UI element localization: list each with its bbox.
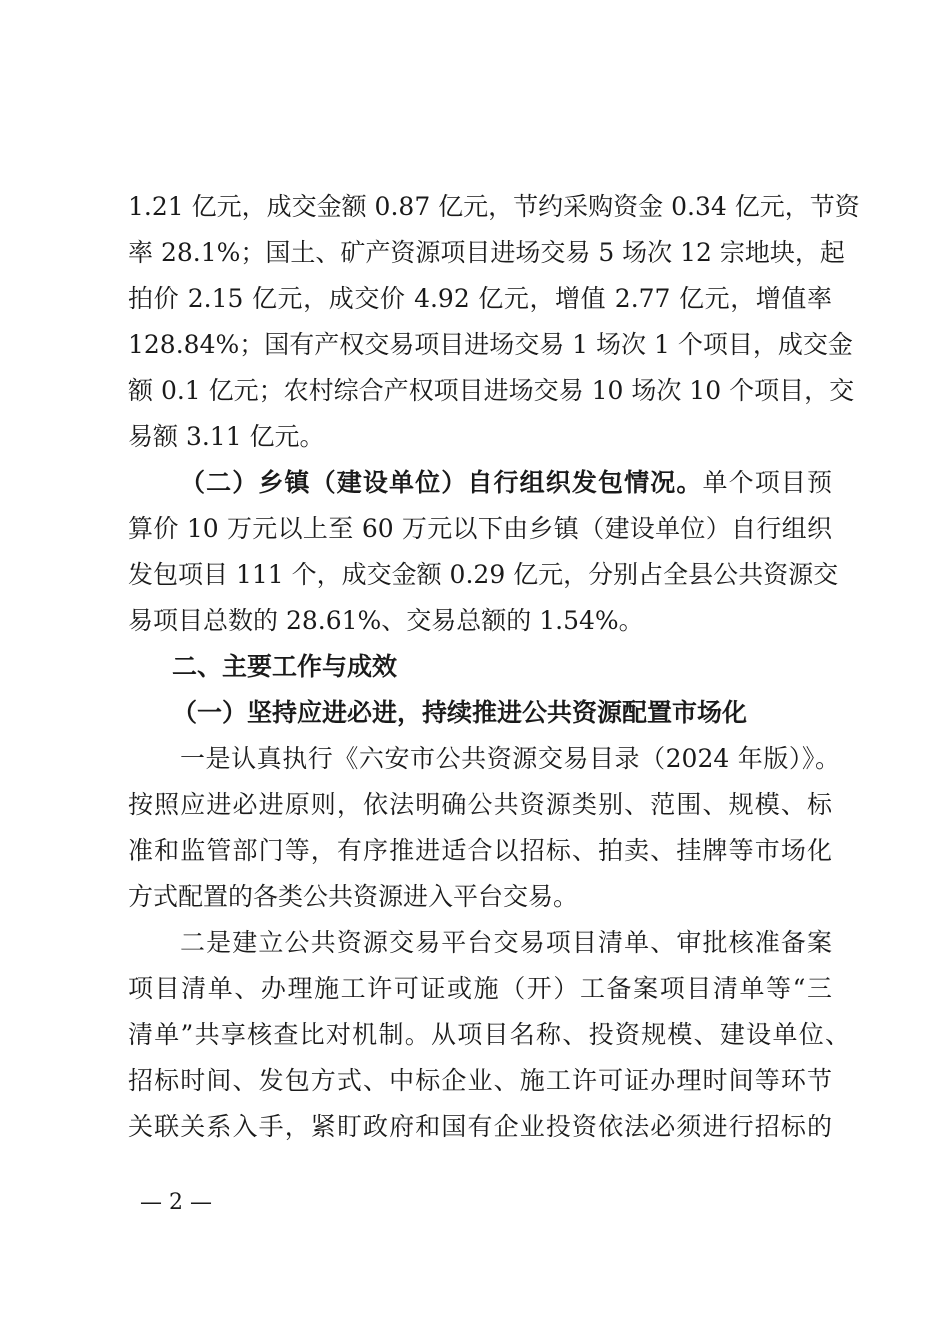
subsection-heading: （一）坚持应进必进，持续推进公共资源配置市场化 — [172, 698, 748, 727]
text-line: 二是建立公共资源交易平台交易项目清单、审批核准备案 — [180, 928, 832, 957]
text-line: 一是认真执行《六安市公共资源交易目录（2024 年版）》。 — [180, 744, 840, 773]
page-number: — 2 — — [140, 1190, 212, 1215]
text-line — [128, 460, 832, 506]
text-line: 发包项目 111 个，成交金额 0.29 亿元，分别占全县公共资源交 — [128, 560, 839, 589]
text-span: 单个项目预 — [702, 468, 832, 497]
text-line: 算价 10 万元以上至 60 万元以下由乡镇（建设单位）自行组织 — [128, 514, 832, 543]
bold-lead: （二）乡镇（建设单位）自行组织发包情况。 — [180, 468, 703, 497]
text-line: 准和监管部门等，有序推进适合以招标、拍卖、挂牌等市场化 — [128, 836, 832, 865]
paragraph-trading-stats — [128, 184, 860, 460]
text-line: 率 28.1%；国土、矿产资源项目进场交易 5 场次 12 宗地块，起 — [128, 238, 845, 267]
text-line: 1.21 亿元，成交金额 0.87 亿元，节约采购资金 0.34 亿元，节资 — [128, 192, 860, 221]
text-line: 128.84%；国有产权交易项目进场交易 1 场次 1 个项目，成交金 — [128, 330, 853, 359]
text-line: 拍价 2.15 亿元，成交价 4.92 亿元，增值 2.77 亿元，增值率 — [128, 284, 832, 313]
text-line: 易项目总数的 28.61%、交易总额的 1.54%。 — [128, 606, 644, 635]
paragraph-catalog — [128, 736, 840, 920]
section-heading: 二、主要工作与成效 — [172, 652, 398, 681]
text-line: 项目清单、办理施工许可证或施（开）工备案项目清单等“三 — [128, 974, 832, 1003]
text-line: 额 0.1 亿元；农村综合产权项目进场交易 10 场次 10 个项目，交 — [128, 376, 855, 405]
text-line: 方式配置的各类公共资源进入平台交易。 — [128, 882, 579, 911]
text-line: 招标时间、发包方式、中标企业、施工许可证办理时间等环节 — [128, 1066, 832, 1095]
text-line: 按照应进必进原则，依法明确公共资源类别、范围、规模、标 — [128, 790, 832, 819]
text-line: 易额 3.11 亿元。 — [128, 422, 325, 451]
text-line: 关联关系入手，紧盯政府和国有企业投资依法必须进行招标的 — [128, 1112, 832, 1141]
paragraph-three-lists — [128, 920, 850, 1150]
paragraph-township-contracting — [128, 460, 839, 644]
text-line: 清单”共享核查比对机制。从项目名称、投资规模、建设单位、 — [128, 1020, 850, 1049]
document-body — [128, 184, 860, 1150]
